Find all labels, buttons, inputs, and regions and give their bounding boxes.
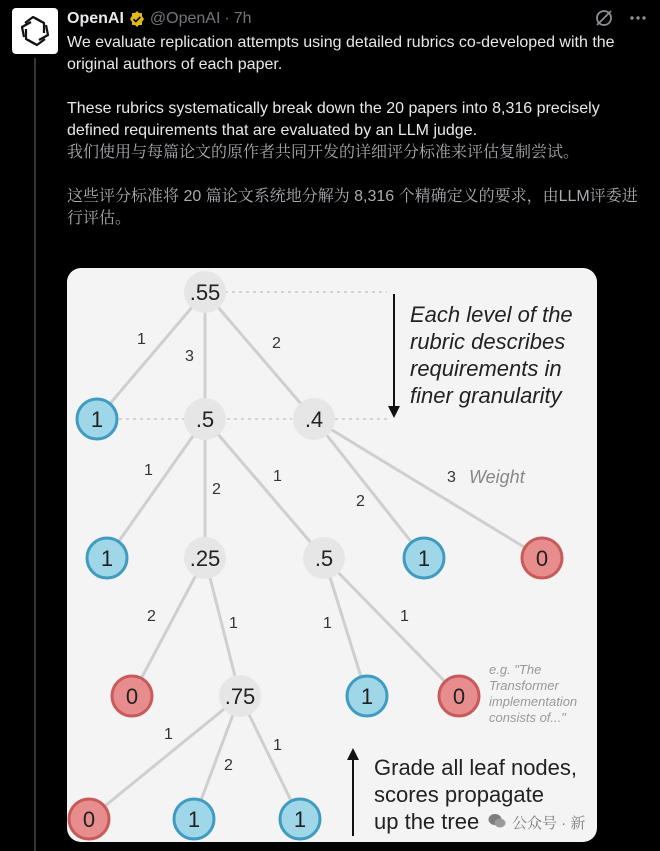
node-value: 0 [535,546,549,571]
node-inner [184,537,226,579]
openai-avatar[interactable] [12,8,58,54]
tweet-paragraph-4: 这些评分标准将 20 篇论文系统地分解为 8,316 个精确定义的要求，由LLM评委进行评估。 [67,188,638,227]
node-value: 1 [293,807,307,832]
tweet-paragraph-1: We evaluate replication attempts using detailed rubrics co-developed with the original authors of each paper. [67,34,615,73]
node-inner [184,398,226,440]
tweet-header [67,8,648,30]
example-line: consists of..." [489,710,566,725]
rubric-tree-figure[interactable] [67,268,597,842]
leaf-node-fail [522,538,562,578]
node-value: .5 [314,546,334,571]
wechat-watermark [488,812,585,833]
tweet-paragraph-2: These rubrics systematically break down the 20 papers into 8,316 precisely defined requirements that are evaluated by an LLM judge. [67,100,600,139]
annotation-line: Each level of the [410,302,573,327]
node-value: 1 [100,546,114,571]
weight-label: 1 [273,737,282,754]
weight-label: 1 [273,468,282,485]
annotation-line: Grade all leaf nodes, [374,755,578,780]
weight-label: 1 [137,331,146,348]
leaf-node-pass [404,538,444,578]
wechat-icon [488,813,506,833]
weight-label: 2 [147,608,156,625]
grok-icon[interactable] [594,8,614,33]
weight-label: 2 [272,335,281,352]
weight-label: 3 [185,348,194,365]
node-value: 0 [125,684,139,709]
node-value: 0 [452,684,466,709]
weight-label: 1 [323,615,332,632]
node-inner [293,398,335,440]
separator: · [224,10,230,27]
openai-logo-icon [17,13,53,49]
tweet-paragraph-3: 我们使用与每篇论文的原作者共同开发的详细评分标准来评估复制尝试。 [67,144,580,161]
edge-l1b-l2a [107,419,205,558]
leaf-node-pass [280,799,320,839]
node-value: .55 [189,280,221,305]
up-arrow-icon [347,748,359,836]
annotation-line: requirements in [410,356,562,381]
node-value: .5 [195,407,215,432]
edge-l2b-l3a [132,558,205,696]
verified-badge-icon [128,10,146,28]
weight-legend-label: Weight [469,467,525,487]
leaf-node-fail [69,799,109,839]
weight-label: 1 [164,726,173,743]
leaf-node-fail [112,676,152,716]
node-value: 0 [82,807,96,832]
weight-label: 1 [144,462,153,479]
weight-label: 2 [224,757,233,774]
node-root [184,271,226,313]
node-value: 1 [360,684,374,709]
rubric-tree-diagram [67,268,597,842]
edge-root-l1c [205,292,314,419]
weight-label: 3 [447,469,456,486]
granularity-annotation [410,302,573,408]
weight-label: 1 [229,615,238,632]
watermark-text: 公众号 · 新 [512,815,586,832]
weight-label: 1 [400,608,409,625]
edge-l1b-l2c [205,419,324,558]
more-icon[interactable] [628,8,648,33]
weight-label: 2 [212,481,221,498]
tweet-body [67,32,652,252]
thread-line [34,58,36,851]
timestamp[interactable]: 7h [233,10,252,27]
leaf-node-pass [87,538,127,578]
annotation-line: scores propagate [374,782,544,807]
node-value: .4 [304,407,324,432]
down-arrow-icon [388,294,400,418]
weight-label: 2 [356,493,365,510]
node-value: 1 [187,807,201,832]
author-handle[interactable]: @OpenAI [149,10,221,27]
annotation-line: rubric describes [410,329,566,354]
edge-l1c-l2d [314,419,424,558]
node-value: 1 [417,546,431,571]
example-line: Transformer [489,678,559,693]
author-name[interactable]: OpenAI [67,10,124,27]
node-inner [219,675,261,717]
node-value: 1 [90,407,104,432]
node-value: .75 [224,684,256,709]
example-line: e.g. "The [489,662,542,677]
example-note [489,662,577,725]
annotation-line: up the tree [374,809,480,834]
annotation-line: finer granularity [410,383,562,408]
leaf-node-pass [347,676,387,716]
leaf-node-pass [77,399,117,439]
leaf-node-pass [174,799,214,839]
node-value: .25 [189,546,221,571]
node-inner [303,537,345,579]
example-line: implementation [489,694,578,709]
leaf-node-fail [439,676,479,716]
